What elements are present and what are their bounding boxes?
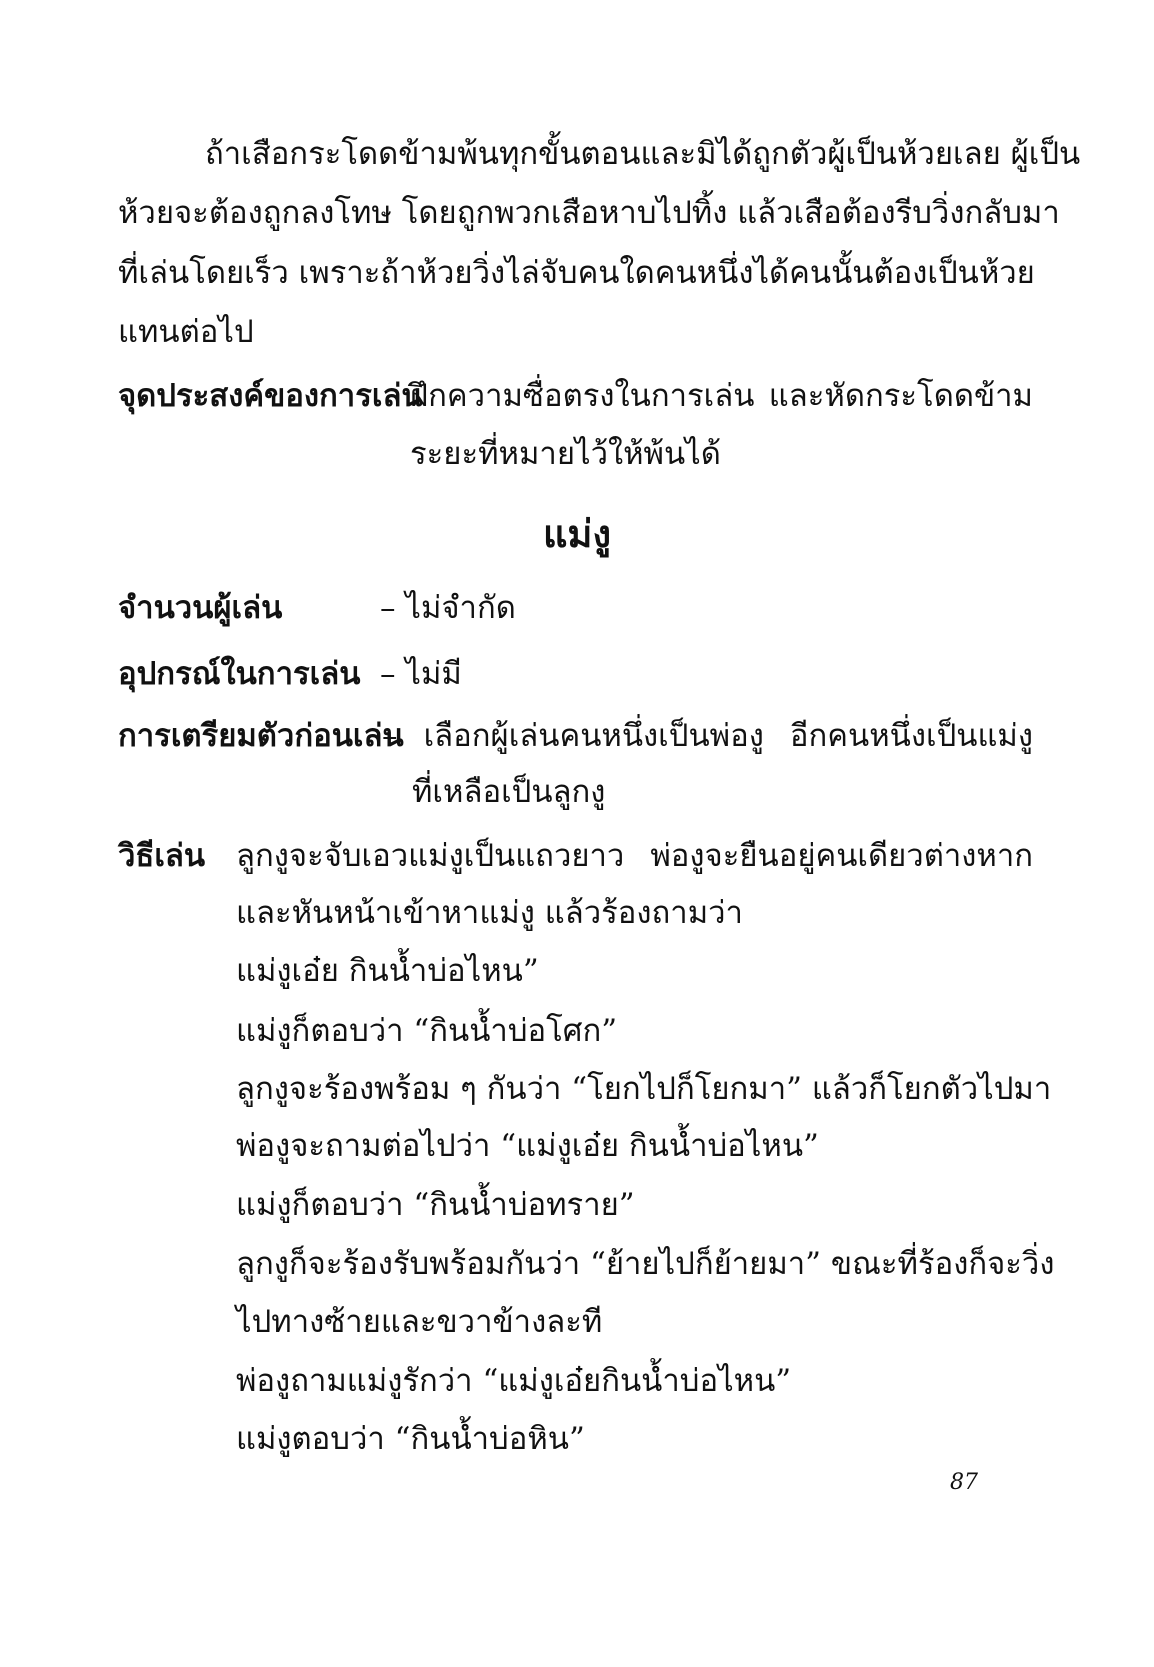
- equipment-label: อุปกรณ์ในการเล่น: [118, 656, 361, 692]
- prep-value-1: – เลือกผู้เล่นคนหนึ่งเป็นพ่องู อีกคนหนึ่งเป็นแม่งู: [382, 718, 1033, 754]
- method-line-11: แม่งูตอบว่า “กินน้ำบ่อหิน”: [236, 1421, 585, 1457]
- method-line-5-text: ลูกงูจะร้องพร้อม ๆ กันว่า “โยกไปก็โยกมา” แล้วก็โยกตัวไปมา: [236, 1071, 1052, 1107]
- method-line-6: พ่องูจะถามต่อไปว่า “แม่งูเอ๋ย กินน้ำบ่อไหน”: [236, 1128, 819, 1164]
- intro-line-2-text: ห้วยจะต้องถูกลงโทษ โดยถูกพวกเสือหาบไปทิ้ง แล้วเสือต้องรีบวิ่งกลับมา: [118, 195, 1060, 231]
- method-line-9: ไปทางซ้ายและขวาข้างละที: [236, 1304, 603, 1340]
- prep-value-line-1: [382, 710, 1033, 760]
- method-line-7: แม่งูก็ตอบว่า “กินน้ำบ่อทราย”: [236, 1187, 635, 1223]
- method-line-5: [236, 1063, 1052, 1113]
- method-line-4: แม่งูก็ตอบว่า “กินน้ำบ่อโศก”: [236, 1013, 618, 1049]
- purpose-text-line-1: [410, 370, 1033, 420]
- method-line-8: [236, 1238, 1055, 1288]
- purpose-text-1: ฝึกความซื่อตรงในการเล่น และหัดกระโดดข้าม: [410, 378, 1033, 414]
- page-number: 87: [950, 1470, 978, 1495]
- intro-line-3: [118, 247, 1033, 297]
- purpose-text-line-2: ระยะที่หมายไว้ให้พ้นได้: [410, 436, 721, 472]
- players-value: – ไม่จำกัด: [380, 590, 516, 626]
- method-line-10: พ่องูถามแม่งูรักว่า “แม่งูเอ๋ยกินน้ำบ่อไหน”: [236, 1363, 792, 1399]
- method-line-8-text: ลูกงูก็จะร้องรับพร้อมกันว่า “ย้ายไปก็ย้ายมา” ขณะที่ร้องก็จะวิ่ง: [236, 1246, 1055, 1282]
- intro-line-3-text: ที่เล่นโดยเร็ว เพราะถ้าห้วยวิ่งไล่จับคนใดคนหนึ่งได้คนนั้นต้องเป็นห้วย: [118, 255, 1035, 291]
- method-line-2: และหันหน้าเข้าหาแม่งู แล้วร้องถามว่า: [236, 895, 743, 931]
- section-title: แม่งู: [542, 511, 612, 556]
- method-line-3: แม่งูเอ๋ย กินน้ำบ่อไหน”: [236, 953, 539, 989]
- method-line-1: [236, 830, 1033, 880]
- intro-line-1-text: ถ้าเสือกระโดดข้ามพ้นทุกขั้นตอนและมิได้ถูกตัวผู้เป็นห้วยเลย ผู้เป็น: [205, 136, 1081, 172]
- players-label: จำนวนผู้เล่น: [118, 590, 283, 626]
- intro-line-4: แทนต่อไป: [118, 314, 254, 350]
- intro-line-1: [205, 128, 1081, 178]
- equipment-value: – ไม่มี: [380, 656, 462, 692]
- prep-value-line-2: ที่เหลือเป็นลูกงู: [412, 774, 606, 810]
- purpose-label: จุดประสงค์ของการเล่น: [118, 378, 423, 414]
- method-line-1-text: ลูกงูจะจับเอวแม่งูเป็นแถวยาว พ่องูจะยืนอยู่คนเดียวต่างหาก: [236, 838, 1033, 874]
- intro-line-2: [118, 187, 1060, 237]
- prep-label: การเตรียมตัวก่อนเล่น: [118, 718, 404, 754]
- method-label: วิธีเล่น: [118, 838, 206, 874]
